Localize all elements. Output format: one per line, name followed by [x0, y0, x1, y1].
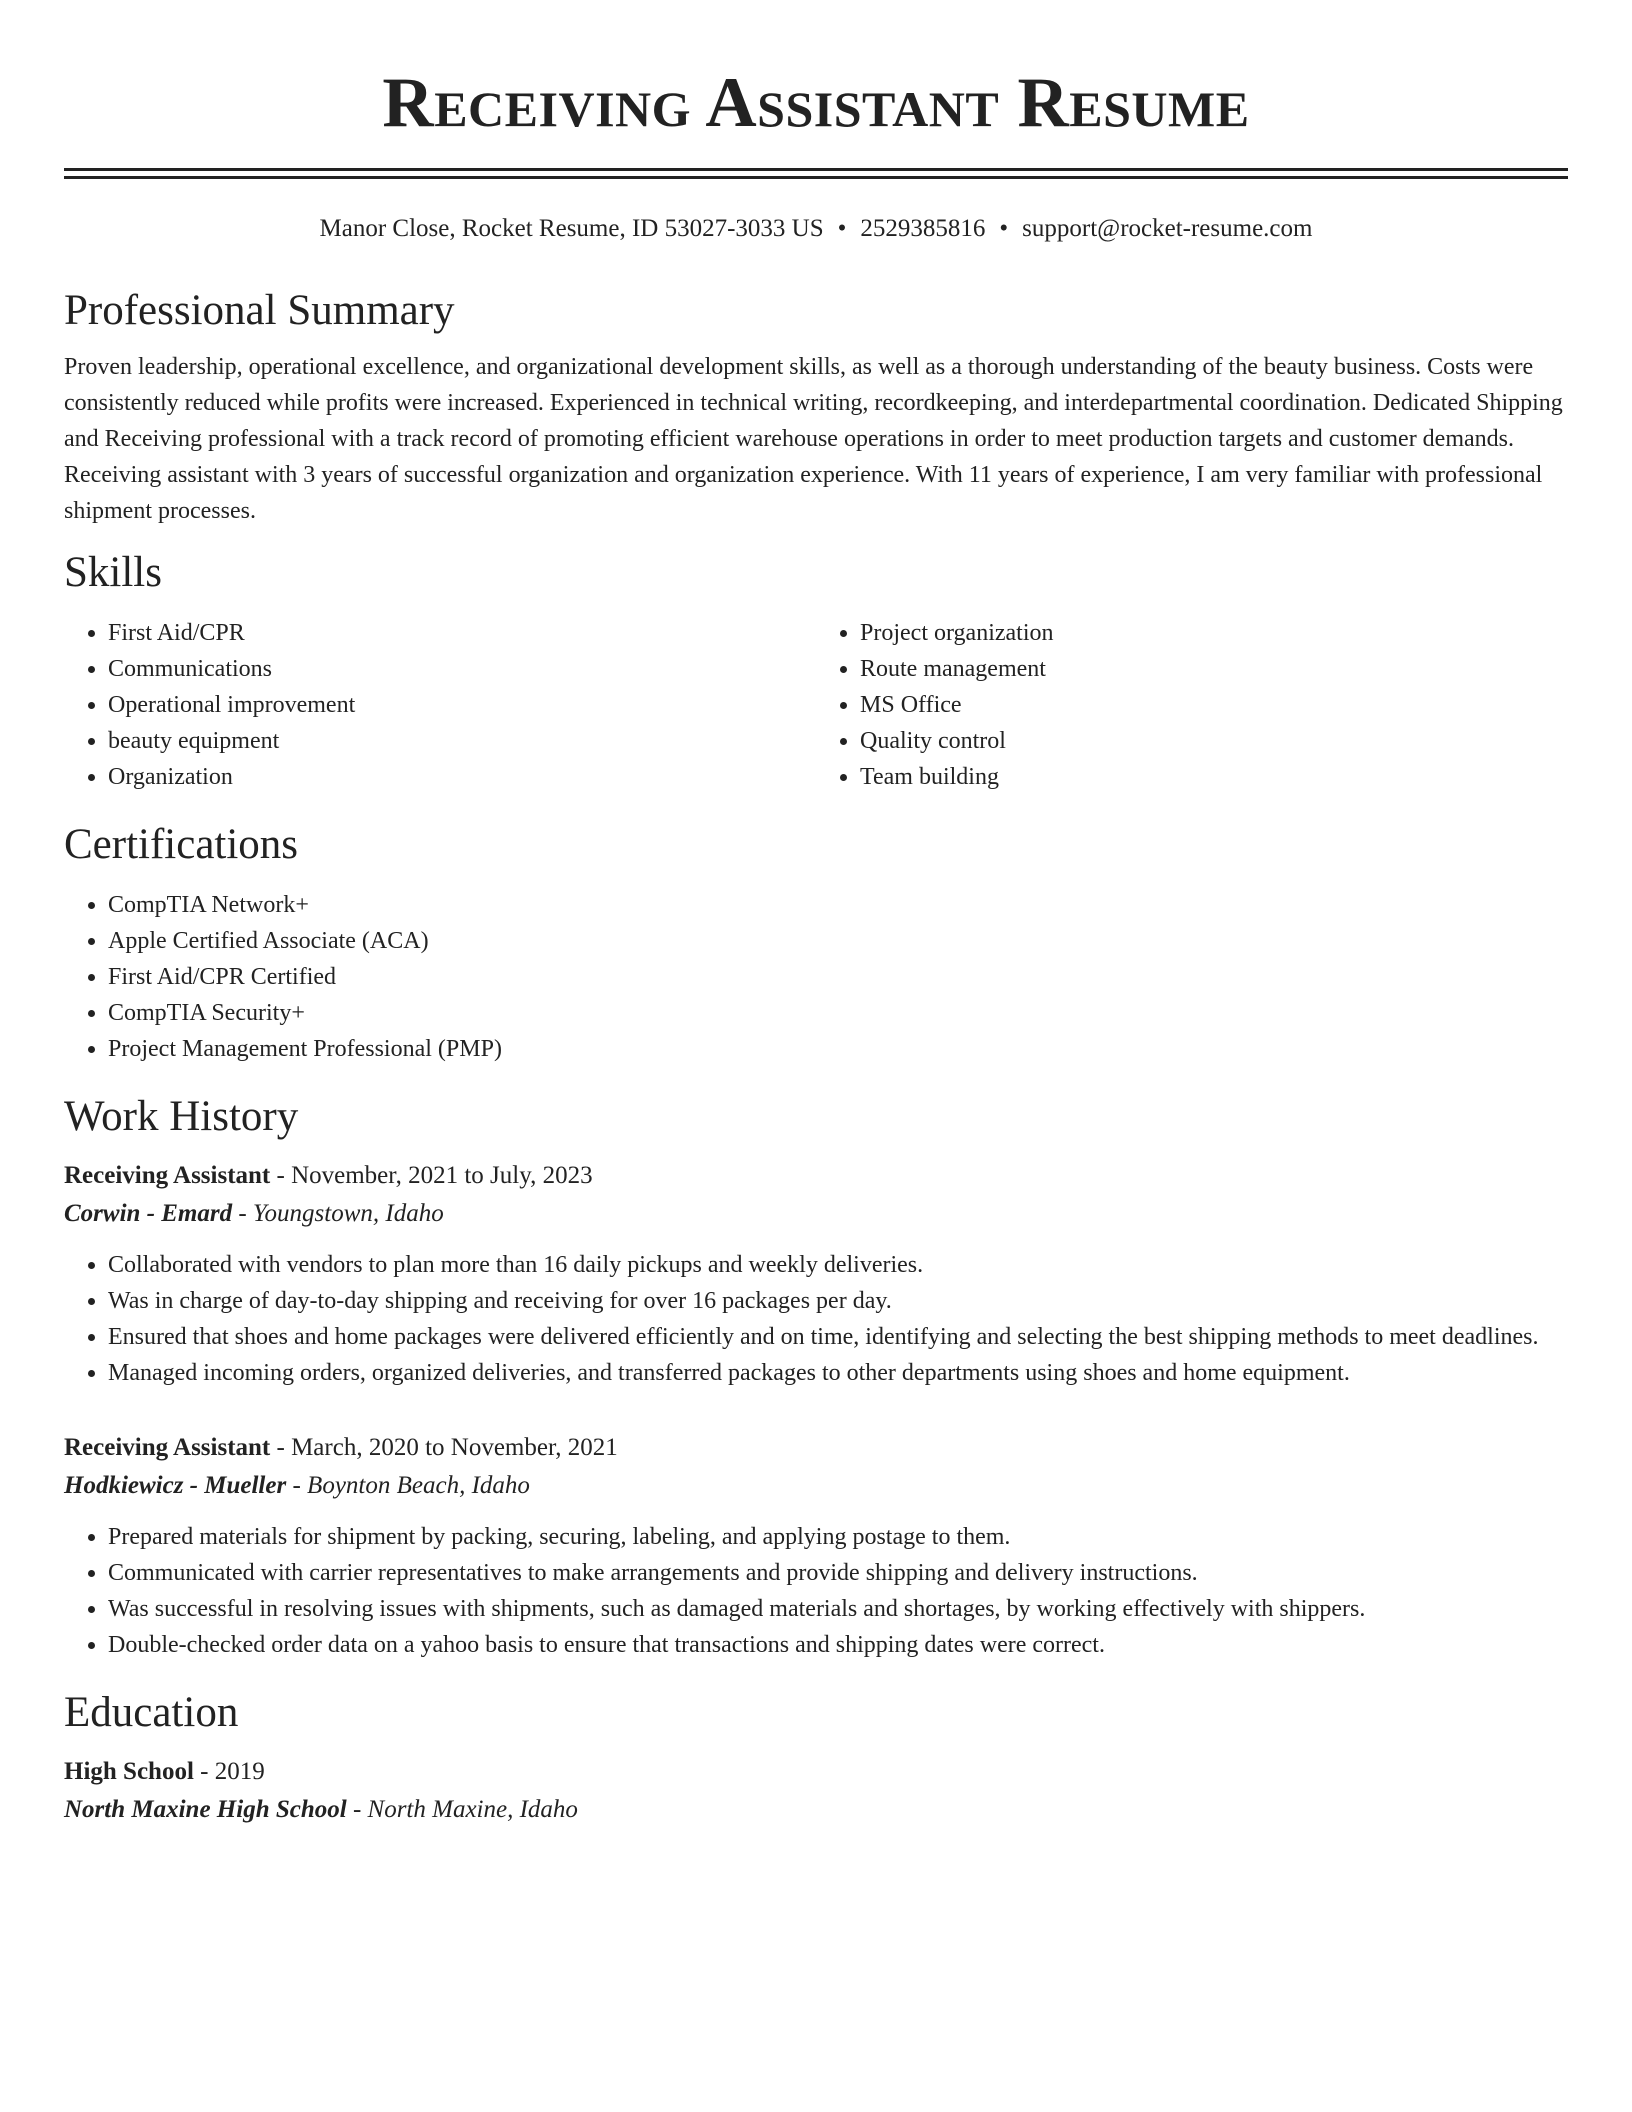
skill-item: • First Aid/CPR: [108, 615, 816, 651]
resume-title: Receiving Assistant Resume: [382, 64, 1250, 142]
education-entry: [64, 1753, 1568, 1829]
education-school-line: [64, 1791, 1568, 1829]
education-year: - 2019: [193, 1758, 265, 1785]
job-bullet: • Managed incoming orders, organized deliveries, and transferred packages to other departments using shoes and home equipment.: [108, 1355, 1568, 1391]
job-bullet: • Prepared materials for shipment by packing, securing, labeling, and applying postage to them.: [108, 1519, 1568, 1555]
job-bullet: • Double-checked order data on a yahoo basis to ensure that transactions and shipping dates were correct.: [108, 1627, 1568, 1663]
job-entry: [64, 1429, 1568, 1663]
contact-address: Manor Close, Rocket Resume, ID 53027-3033 US: [319, 215, 824, 242]
skills-list-left: [64, 615, 816, 795]
job-title-line: [64, 1429, 1568, 1467]
certifications-heading: Certifications: [64, 821, 299, 868]
job-dates: - March, 2020 to November, 2021: [270, 1434, 618, 1461]
work-history-heading: Work History: [64, 1093, 299, 1140]
skill-item: • Route management: [860, 651, 1568, 687]
skill-item: • Communications: [108, 651, 816, 687]
certification-item: • CompTIA Security+: [108, 995, 1568, 1031]
job-dates: - November, 2021 to July, 2023: [270, 1162, 593, 1189]
skill-item: • Project organization: [860, 615, 1568, 651]
job-company-line: [64, 1467, 1568, 1505]
contact-phone: 2529385816: [860, 215, 986, 242]
job-bullets: [64, 1247, 1568, 1391]
skill-item: • beauty equipment: [108, 723, 816, 759]
contact-separator: •: [999, 215, 1009, 242]
skill-item: • Quality control: [860, 723, 1568, 759]
job-bullet: • Collaborated with vendors to plan more than 16 daily pickups and weekly deliveries.: [108, 1247, 1568, 1283]
education-location: - North Maxine, Idaho: [346, 1796, 578, 1823]
summary-heading: Professional Summary: [64, 287, 455, 334]
certification-item: • Apple Certified Associate (ACA): [108, 923, 1568, 959]
skill-item: • Organization: [108, 759, 816, 795]
certification-item: • CompTIA Network+: [108, 887, 1568, 923]
job-company: Hodkiewicz - Mueller: [64, 1472, 287, 1499]
education-degree-line: [64, 1753, 1568, 1791]
job-bullet: • Was successful in resolving issues with shipments, such as damaged materials and shortages, by working effectively with shippers.: [108, 1591, 1568, 1627]
job-location: - Boynton Beach, Idaho: [286, 1472, 530, 1499]
skills-grid: [64, 615, 1568, 795]
job-role: Receiving Assistant: [64, 1434, 271, 1461]
education-heading: Education: [64, 1689, 239, 1736]
skills-list-right: [816, 615, 1568, 795]
job-bullets: [64, 1519, 1568, 1663]
job-title-line: [64, 1157, 1568, 1195]
skill-item: • Operational improvement: [108, 687, 816, 723]
certification-item: • Project Management Professional (PMP): [108, 1031, 1568, 1067]
job-bullet: • Was in charge of day-to-day shipping and receiving for over 16 packages per day.: [108, 1283, 1568, 1319]
job-role: Receiving Assistant: [64, 1162, 271, 1189]
contact-separator: •: [837, 215, 847, 242]
certification-item: • First Aid/CPR Certified: [108, 959, 1568, 995]
skills-heading: Skills: [64, 549, 162, 596]
job-bullet: • Ensured that shoes and home packages were delivered efficiently and on time, identifying and selecting the best shipping methods to meet deadlines.: [108, 1319, 1568, 1355]
job-entry: [64, 1157, 1568, 1391]
certifications-list: [64, 887, 1568, 1067]
contact-line: [64, 213, 1568, 245]
job-location: - Youngstown, Idaho: [232, 1200, 444, 1227]
job-company: Corwin - Emard: [64, 1200, 233, 1227]
education-school: North Maxine High School: [64, 1796, 347, 1823]
title-divider: [64, 168, 1568, 179]
job-company-line: [64, 1195, 1568, 1233]
job-bullet: • Communicated with carrier representatives to make arrangements and provide shipping and delivery instructions.: [108, 1555, 1568, 1591]
contact-email: support@rocket-resume.com: [1022, 215, 1313, 242]
skill-item: • MS Office: [860, 687, 1568, 723]
education-degree: High School: [64, 1758, 194, 1785]
skill-item: • Team building: [860, 759, 1568, 795]
summary-text: Proven leadership, operational excellence, and organizational development skills, as well as a thorough understanding of the beauty business. Costs were consistently reduced while profits were increased. Experienced in technical writing, recordkeeping, and interdepartmental coordination. Dedicated Shipping and Receiving professional with a track record of promoting efficient warehouse operations in order to meet production targets and customer demands. Receiving assistant with 3 years of successful organization and organization experience. With 11 years of experience, I am very familiar with professional shipment processes.: [64, 354, 1563, 524]
